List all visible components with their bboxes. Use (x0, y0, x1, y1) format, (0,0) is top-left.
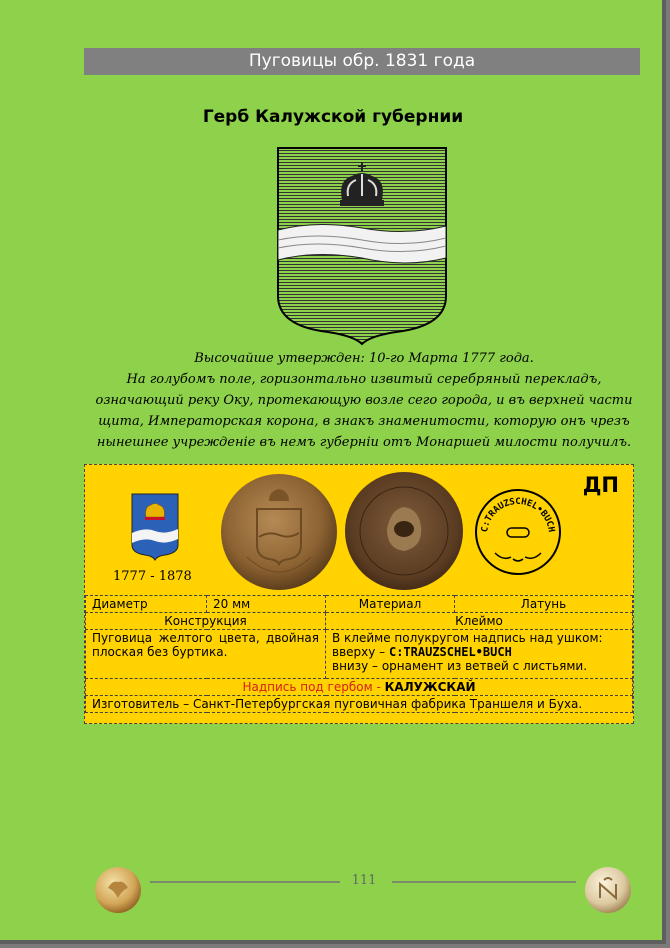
coat-of-arms-shield-image (276, 146, 448, 346)
inscription-row (86, 679, 633, 696)
stamp-inscription: C:TRAUZSCHEL•BUCH (480, 497, 556, 533)
period-years: 1777 - 1878 (113, 569, 192, 584)
mark-line-prefix: вверху – (332, 645, 389, 659)
specs-table (85, 595, 633, 713)
mark-line (332, 645, 626, 659)
inscription-value: КАЛУЖСКАЙ (384, 680, 476, 694)
mark-line: внизу – орнамент из ветвей с листьями. (332, 659, 588, 673)
button-info-card (84, 464, 634, 724)
maker-row: Изготовитель – Санкт-Петербургская пуговичная фабрика Траншеля и Буха. (86, 696, 633, 713)
description-line: На голубомъ поле, горизонтально извитый серебряный перекладъ, (126, 372, 602, 387)
material-label: Материал (326, 596, 455, 613)
coat-description (86, 348, 642, 453)
description-line: означающий реку Оку, протекающую возле сего города, и въ верхней части (95, 393, 633, 408)
button-back-image (343, 469, 465, 593)
description-line: щита, Императорская корона, в знакъ знаменитости, которую онъ чрезъ (98, 414, 630, 429)
diameter-value: 20 мм (207, 596, 326, 613)
page-number: 111 (351, 873, 377, 888)
eagle-button-icon (94, 866, 142, 914)
mark-label: Клеймо (326, 613, 633, 630)
coat-of-arms-title: Герб Калужской губернии (202, 107, 464, 127)
mark-description (326, 630, 633, 679)
page-header: Пуговицы обр. 1831 года (84, 48, 640, 75)
footer-divider-left (150, 881, 340, 883)
construction-text: Пуговица желтого цвета, двойная плоская без буртика. (86, 630, 326, 679)
mark-line: В клейме полукругом надпись над ушком: (332, 631, 603, 645)
description-line: Высочайше утвержден: 10-го Марта 1777 года. (194, 351, 534, 366)
footer-divider-right (392, 881, 576, 883)
monogram-button-icon (584, 866, 632, 914)
inscription-label: Надпись под гербом - (242, 680, 385, 694)
small-coat-of-arms-icon (131, 493, 179, 561)
button-front-image (219, 471, 339, 593)
type-tag: ДП (582, 473, 619, 497)
diameter-label: Диаметр (86, 596, 207, 613)
construction-label: Конструкция (86, 613, 326, 630)
maker-stamp-diagram (473, 487, 563, 577)
description-line: нынешнее учрежденіе въ немъ губерніи отъ Монаршей милости получилъ. (96, 435, 632, 450)
material-value: Латунь (455, 596, 633, 613)
mark-code: C:TRAUZSCHEL•BUCH (388, 645, 512, 659)
